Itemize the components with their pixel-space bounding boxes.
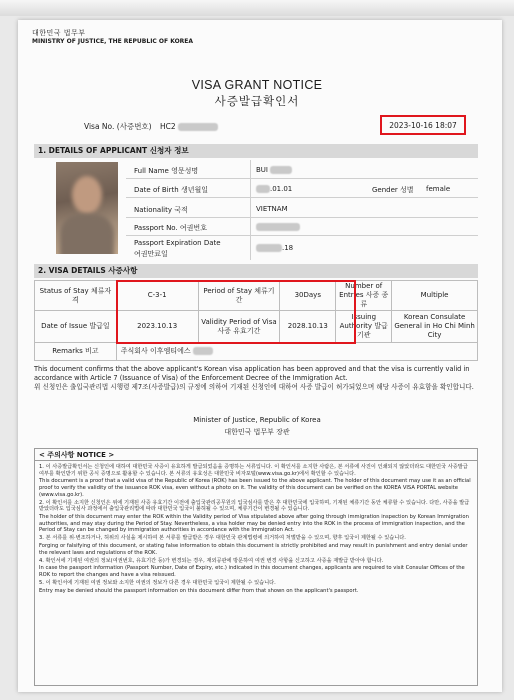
passport-number-value (256, 223, 300, 231)
birth-gender-row (126, 181, 478, 198)
passport-expiration-row (126, 238, 478, 260)
notice-title: < 주의사항 NOTICE > (35, 449, 477, 461)
nationality-value: VIETNAM (256, 205, 288, 213)
passport-expiration-label-en: Passport Expiration Date (134, 239, 221, 247)
notice-item: 4. 확인서에 기재된 여권의 정보(여권번호, 유효기간 등)가 변경되는 경우, 재외공관에 방문하여 여권 변경 사항을 신고하고 사증을 재발급 받아야 합니다. (39, 557, 384, 564)
date-of-issue-value: 2023.10.13 (116, 311, 198, 343)
notice-body (39, 464, 473, 596)
notice-box (34, 448, 478, 686)
date-of-birth-label: Date of Birth 생년월일 (134, 186, 209, 194)
notice-item: 5. 이 확인서에 기재된 여권 정보와 소지한 여권의 정보가 다른 경우 대한민국 입국이 제한될 수 있습니다. (39, 579, 276, 586)
notice-item: In case the passport information (Passport Number, Date of Expiry, etc.) indicated in this document changes, applicants are required to visit Consular Offices of the ROK to report the changes and have a visa reissued. (39, 565, 465, 578)
notice-item: Entry may be denied should the passport information on this document differ from that shown on the applicant's passport. (39, 587, 359, 594)
passport-expiration-value: .18 (256, 244, 293, 252)
nationality-row (126, 200, 478, 218)
confirmation-korean: 위 신청인은 출입국관리법 시행령 제7조(사증발급)의 규정에 의하여 기재된 신청인에 대하여 사증 발급이 허가되었으며 해당 사증이 유효함을 확인합니다. (34, 383, 474, 391)
signer-korean: 대한민국 법무부 장관 (224, 428, 290, 436)
visa-details-section-header: 2. VISA DETAILS 사증사항 (34, 264, 478, 278)
issuing-authority-value: Korean Consulate General in Ho Chi Minh City (392, 311, 478, 343)
passport-number-row (126, 220, 478, 236)
passport-expiration-label-ko: 여권만료일 (134, 250, 168, 258)
visa-number-label: Visa No. (사증번호) (84, 122, 152, 131)
issuing-authority-label: Issuing Authority 발급 기관 (336, 311, 392, 343)
nationality-label: Nationality 국적 (134, 206, 188, 214)
gender-label: Gender 성별 (372, 186, 414, 194)
full-name-row (126, 163, 478, 179)
visa-number-value: HC2 (160, 122, 176, 131)
validity-period-value: 2028.10.13 (280, 311, 336, 343)
status-of-stay-label: Status of Stay 체류자격 (35, 281, 117, 311)
date-of-issue-label: Date of Issue 발급일 (35, 311, 117, 343)
remarks-value: 주식회사 이후엠티에스 (116, 343, 477, 361)
full-name-label: Full Name 영문성명 (134, 167, 199, 175)
applicant-photo (56, 162, 118, 254)
highlight-box (116, 280, 356, 344)
confirmation-text (34, 365, 478, 392)
notice-item: Forging or falsifying of this document, or stating false information to obtain this document is strictly prohibited and may result in punishment and entry denial under the relevant laws and regulations of the ROK. (39, 543, 468, 556)
date-of-birth-value: .01.01 (256, 185, 292, 193)
signer-english: Minister of Justice, Republic of Korea (193, 416, 321, 424)
document-title-english: VISA GRANT NOTICE (191, 78, 323, 92)
remarks-label: Remarks 비고 (35, 343, 117, 361)
passport-number-label: Passport No. 여권번호 (134, 224, 207, 232)
visa-number (84, 121, 218, 132)
notice-item: 1. 이 사증발급확인서는 신청인에 대하여 대한민국 사증이 유효하게 발급되었음을 증명하는 서류입니다. 이 확인서를 소지한 사람은, 본 서류에 사진이 인쇄되지 않았더라도 대한민국 사증발급 여부를 확인받기 위한 공식 증명으로 활용할 수 있습니다. 본 서류의 유효성은 대한민국 비자포털(www.visa.go.kr)에서 확인할 수 있습니다. (39, 464, 468, 477)
entries-label: Number of Entries 사증 종류 (336, 281, 392, 311)
ministry-korean: 대한민국 법무부 (32, 29, 86, 37)
document-title-korean: 사증발급확인서 (214, 94, 300, 108)
ministry-english: MINISTRY OF JUSTICE, THE REPUBLIC OF KOREA (32, 38, 194, 45)
issued-datetime: 2023-10-16 18:07 (380, 115, 466, 135)
period-of-stay-label: Period of Stay 체류기간 (198, 281, 280, 311)
confirmation-english: This document confirms that the above applicant's Korean visa application has been approved and that the visa is currently valid in accordance with Article 7 (Issuance of Visa) of the Enforcement Decree of the Immigration Act. (34, 365, 470, 382)
status-of-stay-value: C-3-1 (116, 281, 198, 311)
top-edge (0, 0, 514, 16)
notice-item: 2. 이 확인서를 소지한 신청인은 위에 기재된 사증 유효기간 이전에 출입국관리공무원의 입국심사를 받은 후 대한민국에 입국하며, 기재된 체류기간 동안 체류할 수 있습니다. 다만, 사증을 발급받았더라도 입국심사 과정에서 출입국관리법에 따라 대한민국 입국이 불허될 수 있으며, 체류기간이 변경될 수 있습니다. (39, 499, 470, 513)
full-name-value: BUI (256, 166, 292, 174)
notice-item: 3. 본 서류를 위·변조하거나, 허위의 사실을 제시하여 본 서류를 발급받은 경우 대한민국 관계법령에 의거하여 처벌받을 수 있으며, 향후 입국이 제한될 수 있습니다. (39, 535, 406, 542)
table-row (35, 343, 478, 361)
redacted-visa-number (178, 123, 218, 131)
notice-item: The holder of this document may enter the ROK within the Validity period of Visa stipulated above after going through immigration inspection by Korean Immigration authorities, and may stay during the Period of Stay. Nevertheless, a visa holder may be denied entry into the ROK in the process of immigration inspection, and the Period of Stay can be changed by immigration authorities in accordance with the Immigration Act. (39, 514, 469, 534)
notice-item: This document is a proof that a valid visa of the Republic of Korea (ROK) has been issued to the above applicant. The holder of this document may use it as an official proof to verify the validity of the issuance ROK visa, even without a photo on it. The validity of this document can be verified on the KOREA VISA PORTAL website (www.visa.go.kr). (39, 478, 471, 498)
period-of-stay-value: 30Days (280, 281, 336, 311)
entries-value: Multiple (392, 281, 478, 311)
applicant-section-header: 1. DETAILS OF APPLICANT 신청자 정보 (34, 144, 478, 158)
validity-period-label: Validity Period of Visa 사증 유효기간 (198, 311, 280, 343)
gender-value: female (426, 185, 451, 193)
